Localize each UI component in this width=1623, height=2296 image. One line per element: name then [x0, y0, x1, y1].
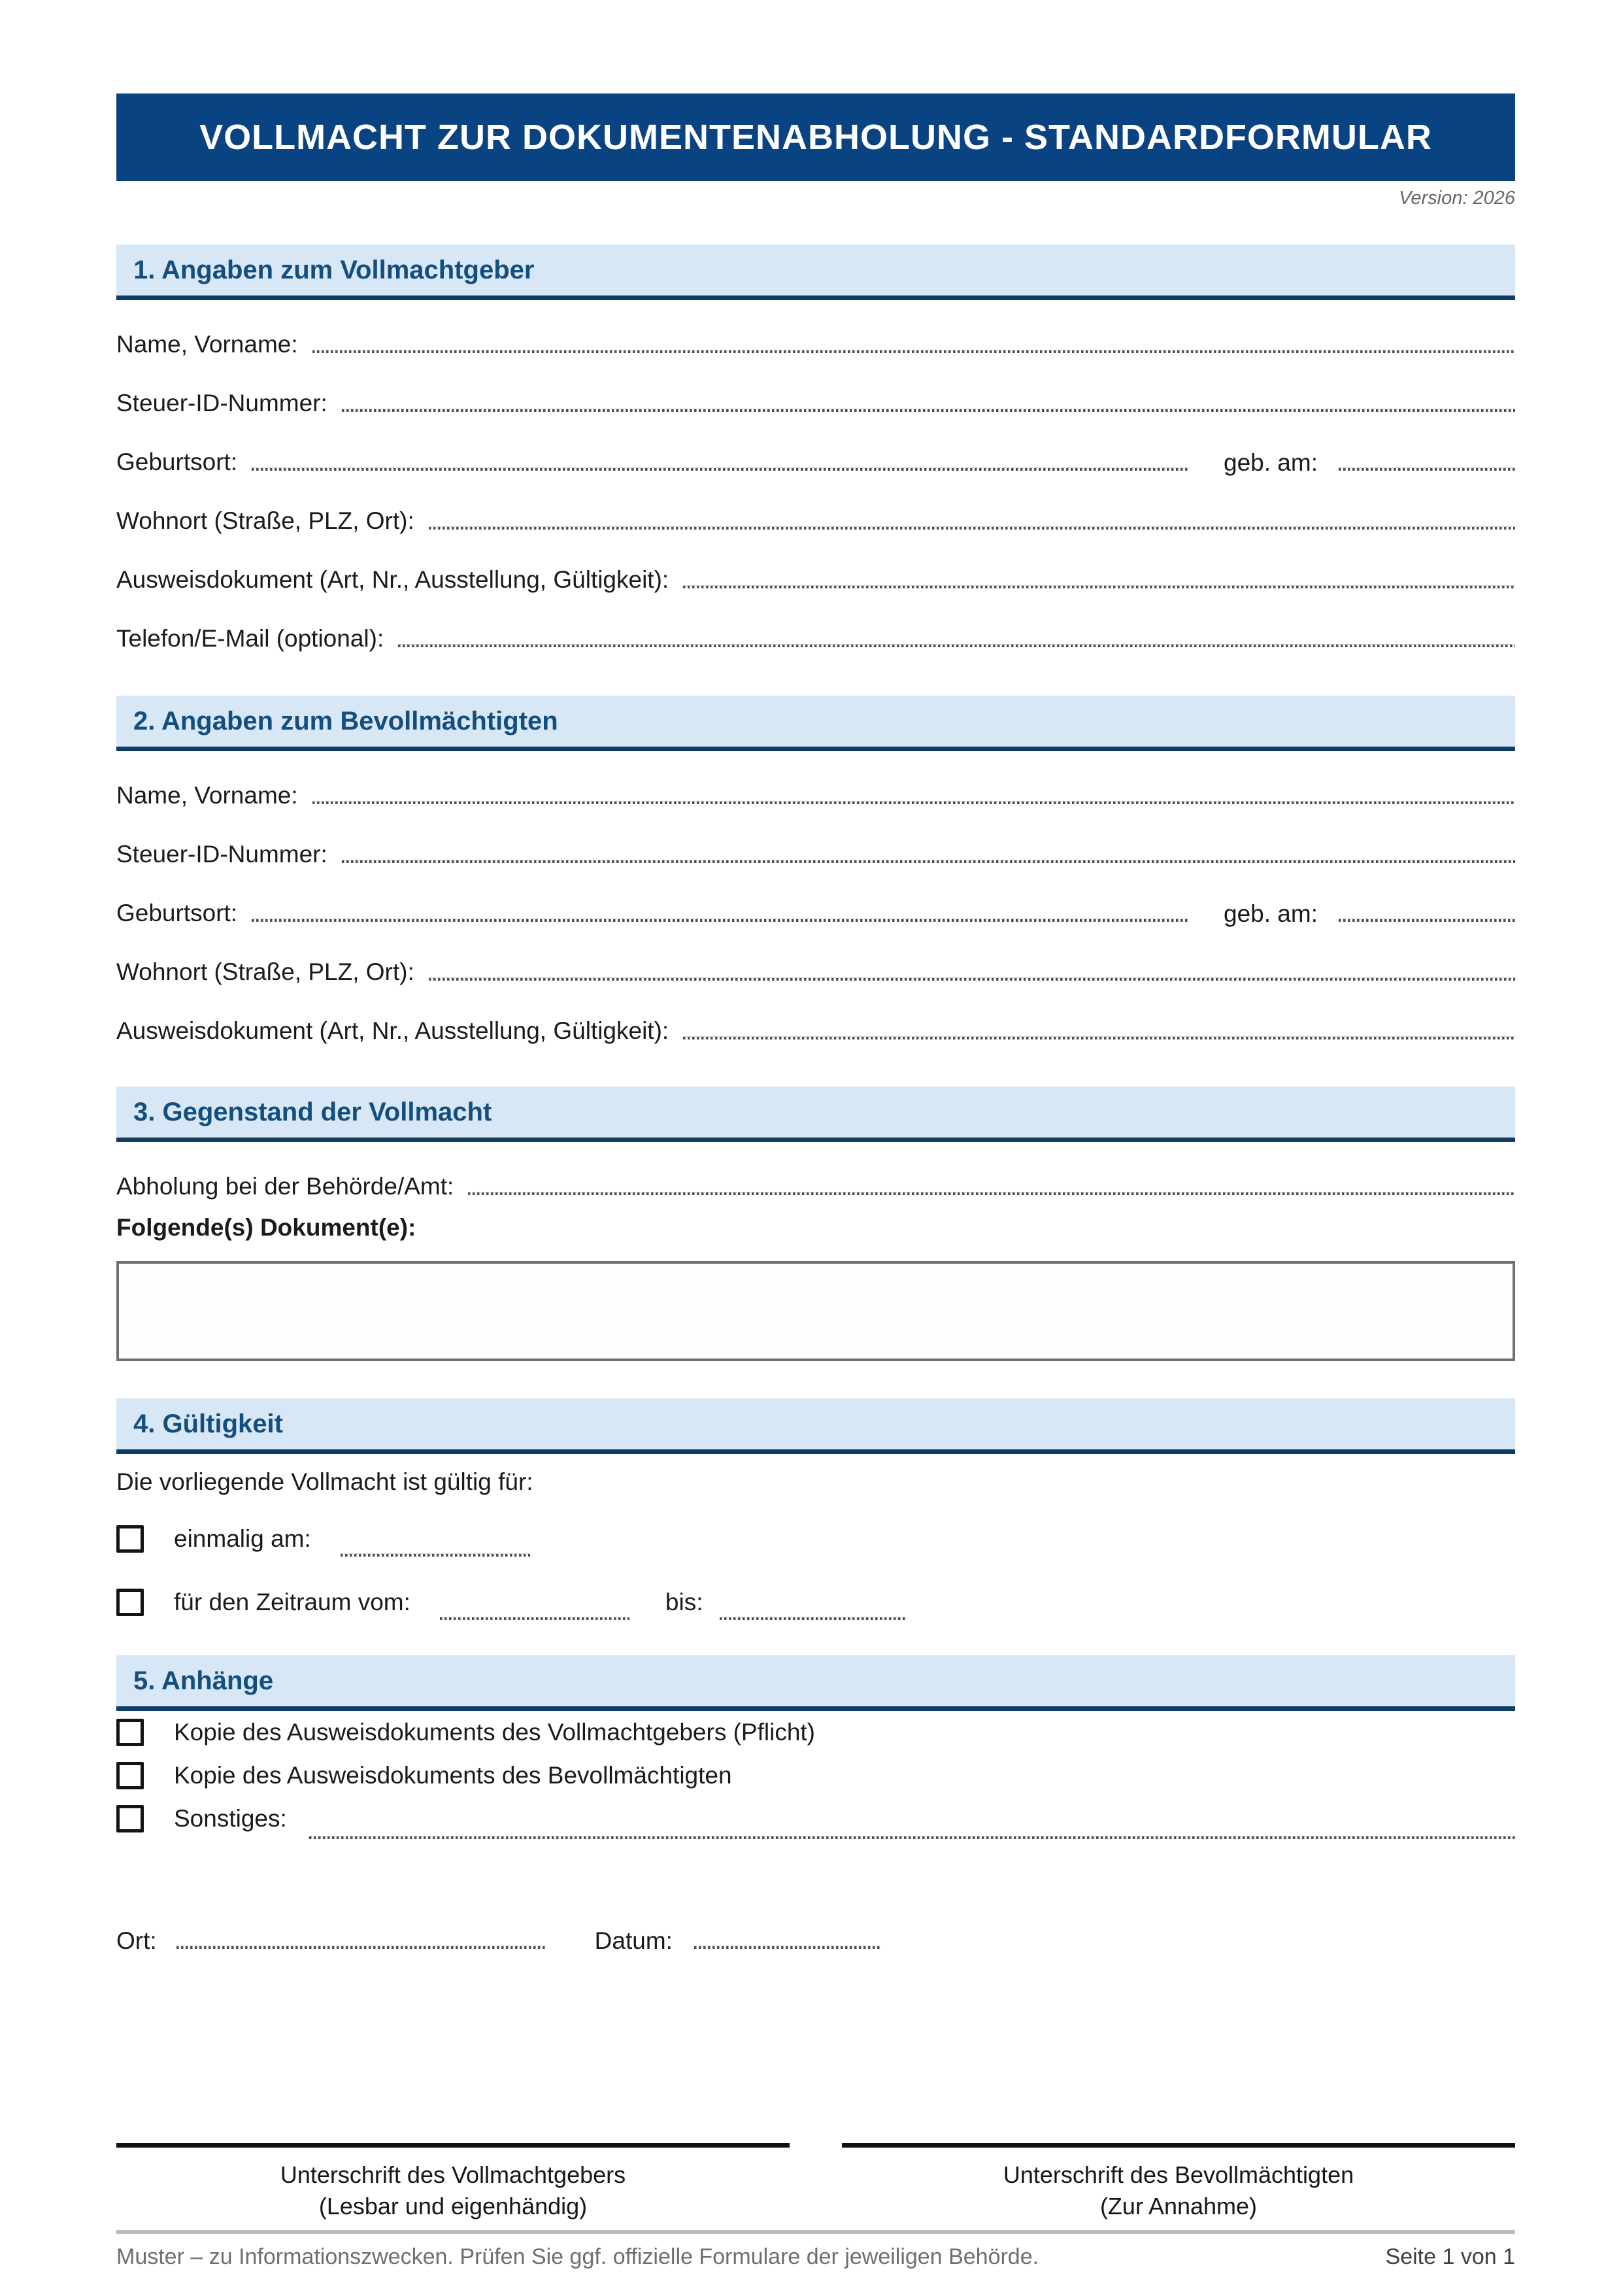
wohnort-input-line-1[interactable] [429, 526, 1515, 530]
abholung-label: Abholung bei der Behörde/Amt: [116, 1172, 454, 1200]
attachment1-checkbox[interactable] [116, 1719, 144, 1746]
geburtsort-input-line-1[interactable] [252, 467, 1188, 471]
form-title: VOLLMACHT ZUR DOKUMENTENABHOLUNG - STANDARDFORMULAR [199, 118, 1432, 157]
section1-header [116, 245, 1515, 300]
signature-right-sublabel: (Zur Annahme) [1099, 2193, 1258, 2220]
option-once-label: einmalig am: [174, 1525, 311, 1552]
footer-disclaimer: Muster – zu Informationszwecken. Prüfen Sie ggf. offizielle Formulare der jeweiligen Behörde. [116, 2244, 1039, 2269]
ausweis-input-line-1[interactable] [683, 585, 1515, 588]
gueltigkeit-intro: Die vorliegende Vollmacht ist gültig für: [116, 1468, 533, 1495]
field-row-wohnort-1 [116, 477, 1515, 535]
bis-label: bis: [665, 1589, 703, 1615]
version-row [116, 188, 1515, 211]
attachment1-row [116, 1711, 1515, 1754]
dokumente-textbox[interactable] [116, 1261, 1515, 1361]
geb-am-input-line-2[interactable] [1339, 919, 1515, 922]
signature-right-label: Unterschrift des Bevollmächtigten [1003, 2161, 1354, 2188]
section4-header [116, 1398, 1515, 1454]
name-input-line-2[interactable] [312, 801, 1515, 804]
footer-separator [116, 2230, 1515, 2234]
ausweis-label-2: Ausweisdokument (Art, Nr., Ausstellung, Gültigkeit): [116, 1017, 669, 1044]
dokumente-label: Folgende(s) Dokument(e): [116, 1214, 416, 1241]
field-row-name-2 [116, 751, 1515, 810]
section4-title: 4. Gültigkeit [133, 1409, 283, 1438]
option-period-label: für den Zeitraum vom: [174, 1589, 410, 1615]
period-from-line[interactable] [440, 1617, 629, 1620]
geb-am-input-line-1[interactable] [1339, 467, 1515, 471]
attachment3-label: Sonstiges: [174, 1805, 287, 1832]
signature-right[interactable] [842, 2143, 1515, 2222]
dokumente-label-row [116, 1201, 1515, 1241]
field-row-geburtsort-2 [116, 869, 1515, 928]
period-until-line[interactable] [720, 1617, 907, 1620]
option-period-row [116, 1579, 1515, 1626]
attachment2-label: Kopie des Ausweisdokuments des Bevollmächtigten [174, 1762, 732, 1789]
telefon-input-line-1[interactable] [398, 644, 1515, 647]
wohnort-label-2: Wohnort (Straße, PLZ, Ort): [116, 958, 414, 985]
attachment2-checkbox[interactable] [116, 1762, 144, 1789]
option-once-checkbox[interactable] [116, 1525, 144, 1553]
abholung-input-line[interactable] [468, 1192, 1515, 1195]
steuer-input-line-2[interactable] [342, 860, 1515, 863]
field-row-ausweis-2 [116, 987, 1515, 1045]
geburtsort-label-2: Geburtsort: [116, 899, 238, 926]
ort-label: Ort: [116, 1927, 157, 1954]
signature-left-sublabel: (Lesbar und eigenhändig) [318, 2193, 588, 2220]
steuer-label-2: Steuer-ID-Nummer: [116, 840, 327, 868]
attachment3-checkbox[interactable] [116, 1805, 144, 1832]
footer-row [116, 2244, 1515, 2270]
wohnort-label-1: Wohnort (Straße, PLZ, Ort): [116, 507, 414, 534]
option-once-row [116, 1515, 1515, 1562]
steuer-label-1: Steuer-ID-Nummer: [116, 389, 327, 416]
geb-am-label-2: geb. am: [1224, 900, 1318, 927]
signature-left-label: Unterschrift des Vollmachtgebers [280, 2161, 626, 2188]
option-once-date-line[interactable] [341, 1553, 530, 1557]
wohnort-input-line-2[interactable] [429, 977, 1515, 981]
geb-am-label-1: geb. am: [1224, 449, 1318, 476]
attachment2-row [116, 1754, 1515, 1797]
sonstiges-input-line[interactable] [309, 1836, 1515, 1839]
field-row-steuer-2 [116, 810, 1515, 869]
ausweis-input-line-2[interactable] [683, 1036, 1515, 1039]
field-row-abholung [116, 1142, 1515, 1201]
attachment1-label: Kopie des Ausweisdokuments des Vollmachtgebers (Pflicht) [174, 1719, 816, 1746]
gueltigkeit-intro-row [116, 1454, 1515, 1496]
ort-datum-row [116, 1916, 1515, 1955]
section2-title: 2. Angaben zum Bevollmächtigten [133, 706, 558, 735]
geburtsort-label-1: Geburtsort: [116, 448, 238, 475]
telefon-label-1: Telefon/E-Mail (optional): [116, 624, 384, 652]
field-row-geburtsort-1 [116, 418, 1515, 477]
field-row-wohnort-2 [116, 928, 1515, 987]
section5-header [116, 1655, 1515, 1711]
geburtsort-input-line-2[interactable] [252, 919, 1188, 922]
footer-page-info: Seite 1 von 1 [1385, 2244, 1515, 2269]
section2-header [116, 696, 1515, 751]
section1-title: 1. Angaben zum Vollmachtgeber [133, 255, 535, 284]
datum-input-line[interactable] [694, 1946, 881, 1949]
signature-area [116, 2143, 1515, 2222]
section3-title: 3. Gegenstand der Vollmacht [133, 1097, 492, 1126]
option-period-checkbox[interactable] [116, 1589, 144, 1616]
form-title-bar [116, 93, 1515, 181]
signature-left[interactable] [116, 2143, 790, 2222]
version-label: Version: 2026 [1399, 188, 1515, 209]
datum-label: Datum: [594, 1927, 673, 1954]
section3-header [116, 1087, 1515, 1142]
section5-title: 5. Anhänge [133, 1666, 274, 1695]
name-input-line-1[interactable] [312, 350, 1515, 353]
attachment3-row [116, 1797, 1515, 1840]
name-label-1: Name, Vorname: [116, 330, 298, 358]
field-row-steuer-1 [116, 359, 1515, 418]
field-row-name-1 [116, 300, 1515, 359]
field-row-ausweis-1 [116, 535, 1515, 594]
field-row-telefon-1 [116, 594, 1515, 653]
ausweis-label-1: Ausweisdokument (Art, Nr., Ausstellung, Gültigkeit): [116, 566, 669, 593]
ort-input-line[interactable] [176, 1946, 546, 1949]
steuer-input-line-1[interactable] [342, 409, 1515, 412]
name-label-2: Name, Vorname: [116, 781, 298, 809]
